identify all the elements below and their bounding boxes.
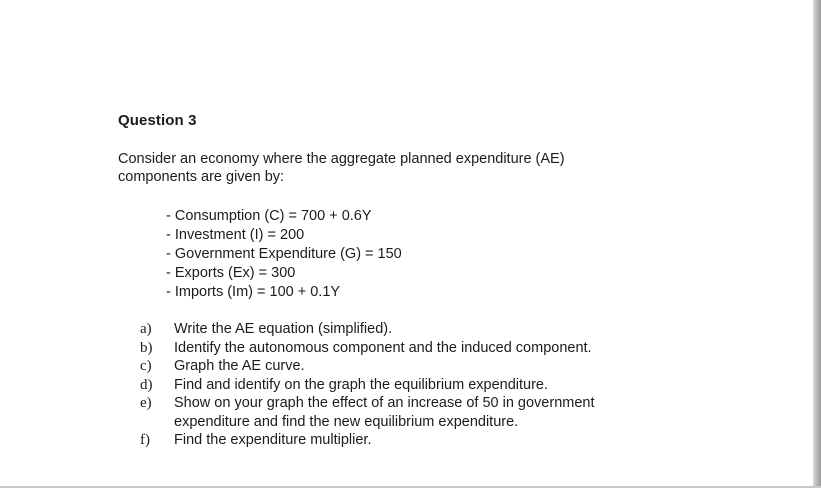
- component-exports: - Exports (Ex) = 300: [166, 265, 296, 281]
- task-text: Find and identify on the graph the equilibrium expenditure.: [174, 376, 549, 393]
- task-marker: a): [140, 321, 152, 337]
- task-text: Write the AE equation (simplified).: [174, 321, 393, 337]
- task-marker: e): [140, 395, 152, 411]
- task-text: Show on your graph the effect of an increase of 50 in government expenditure and find the new equilibrium expenditure.: [174, 395, 595, 430]
- component-investment: - Investment (I) = 200: [166, 227, 305, 243]
- intro-line: components are given by:: [118, 169, 285, 185]
- task-text: Identify the autonomous component and the induced component.: [174, 339, 592, 356]
- component-imports: - Imports (Im) = 100 + 0.1Y: [166, 284, 341, 300]
- task-item: [140, 320, 660, 339]
- task-item: [140, 376, 660, 395]
- task-item: [140, 339, 660, 358]
- task-list: [140, 320, 660, 450]
- task-marker: c): [140, 358, 152, 374]
- intro-line: Consider an economy where the aggregate planned expenditure (AE): [118, 151, 565, 167]
- component-government: - Government Expenditure (G) = 150: [166, 246, 402, 262]
- question-intro: [118, 150, 638, 186]
- page-edge-shadow: [813, 0, 821, 488]
- component-consumption: - Consumption (C) = 700 + 0.6Y: [166, 208, 372, 224]
- task-text: Find the expenditure multiplier.: [174, 432, 372, 448]
- task-marker: d): [140, 376, 153, 393]
- task-marker: f): [140, 432, 150, 448]
- task-text: Graph the AE curve.: [174, 358, 305, 374]
- ae-components-list: [166, 207, 402, 302]
- task-marker: b): [140, 339, 153, 356]
- task-item: [140, 394, 660, 431]
- task-item: [140, 431, 660, 450]
- task-item: [140, 357, 660, 376]
- question-heading: Question 3: [118, 112, 197, 129]
